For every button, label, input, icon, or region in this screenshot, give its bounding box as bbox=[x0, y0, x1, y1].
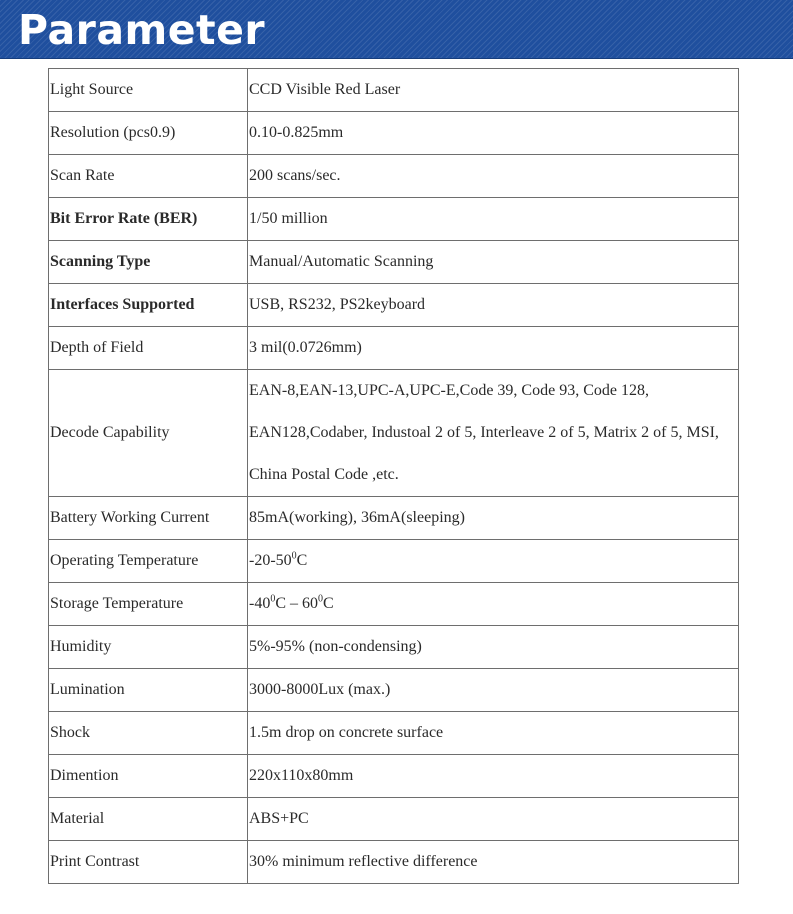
table-row bbox=[49, 626, 739, 669]
spec-value bbox=[248, 540, 739, 583]
spec-value: 85mA(working), 36mA(sleeping) bbox=[248, 497, 739, 540]
value-text: C – 60 bbox=[275, 595, 318, 612]
spec-value: 1.5m drop on concrete surface bbox=[248, 712, 739, 755]
spec-label: Operating Temperature bbox=[49, 540, 248, 583]
spec-value: ABS+PC bbox=[248, 798, 739, 841]
table-row bbox=[49, 755, 739, 798]
table-row bbox=[49, 112, 739, 155]
spec-label: Humidity bbox=[49, 626, 248, 669]
table-row bbox=[49, 583, 739, 626]
spec-label: Interfaces Supported bbox=[49, 284, 248, 327]
table-row bbox=[49, 669, 739, 712]
spec-value: 0.10-0.825mm bbox=[248, 112, 739, 155]
spec-value: Manual/Automatic Scanning bbox=[248, 241, 739, 284]
table-row bbox=[49, 798, 739, 841]
spec-label: Decode Capability bbox=[49, 370, 248, 497]
table-row bbox=[49, 540, 739, 583]
table-row bbox=[49, 69, 739, 112]
table-row bbox=[49, 370, 739, 497]
table-row bbox=[49, 241, 739, 284]
spec-value: 5%-95% (non-condensing) bbox=[248, 626, 739, 669]
header-banner bbox=[0, 0, 793, 59]
spec-label: Scan Rate bbox=[49, 155, 248, 198]
value-text: -40 bbox=[249, 595, 271, 612]
value-text: -20-50 bbox=[249, 552, 292, 569]
spec-value: 30% minimum reflective difference bbox=[248, 841, 739, 884]
table-row bbox=[49, 327, 739, 370]
table-row bbox=[49, 155, 739, 198]
value-text: C bbox=[296, 552, 308, 569]
spec-label: Resolution (pcs0.9) bbox=[49, 112, 248, 155]
spec-label: Dimention bbox=[49, 755, 248, 798]
spec-label: Lumination bbox=[49, 669, 248, 712]
table-row bbox=[49, 198, 739, 241]
spec-label: Depth of Field bbox=[49, 327, 248, 370]
spec-label: Battery Working Current bbox=[49, 497, 248, 540]
spec-table bbox=[48, 68, 739, 884]
spec-value: CCD Visible Red Laser bbox=[248, 69, 739, 112]
spec-label: Print Contrast bbox=[49, 841, 248, 884]
spec-value: USB, RS232, PS2keyboard bbox=[248, 284, 739, 327]
spec-table-container bbox=[48, 68, 738, 884]
degree-superscript: 0 bbox=[291, 550, 297, 562]
table-row bbox=[49, 712, 739, 755]
page-title: Parameter bbox=[18, 6, 266, 54]
spec-value: 200 scans/sec. bbox=[248, 155, 739, 198]
spec-value: 3 mil(0.0726mm) bbox=[248, 327, 739, 370]
spec-label: Material bbox=[49, 798, 248, 841]
table-row bbox=[49, 841, 739, 884]
spec-label: Shock bbox=[49, 712, 248, 755]
spec-value: EAN-8,EAN-13,UPC-A,UPC-E,Code 39, Code 93, Code 128, EAN128,Codaber, Industoal 2 of 5, Interleave 2 of 5, Matrix 2 of 5, MSI, China Postal Code ,etc. bbox=[248, 370, 739, 497]
spec-value: 3000-8000Lux (max.) bbox=[248, 669, 739, 712]
spec-label: Storage Temperature bbox=[49, 583, 248, 626]
degree-superscript: 0 bbox=[318, 593, 323, 605]
table-row bbox=[49, 284, 739, 327]
spec-label: Light Source bbox=[49, 69, 248, 112]
spec-label: Scanning Type bbox=[49, 241, 248, 284]
table-row bbox=[49, 497, 739, 540]
spec-value: 1/50 million bbox=[248, 198, 739, 241]
spec-value: 220x110x80mm bbox=[248, 755, 739, 798]
degree-superscript: 0 bbox=[270, 593, 276, 605]
spec-label: Bit Error Rate (BER) bbox=[49, 198, 248, 241]
spec-value bbox=[248, 583, 739, 626]
value-text: C bbox=[323, 595, 334, 612]
